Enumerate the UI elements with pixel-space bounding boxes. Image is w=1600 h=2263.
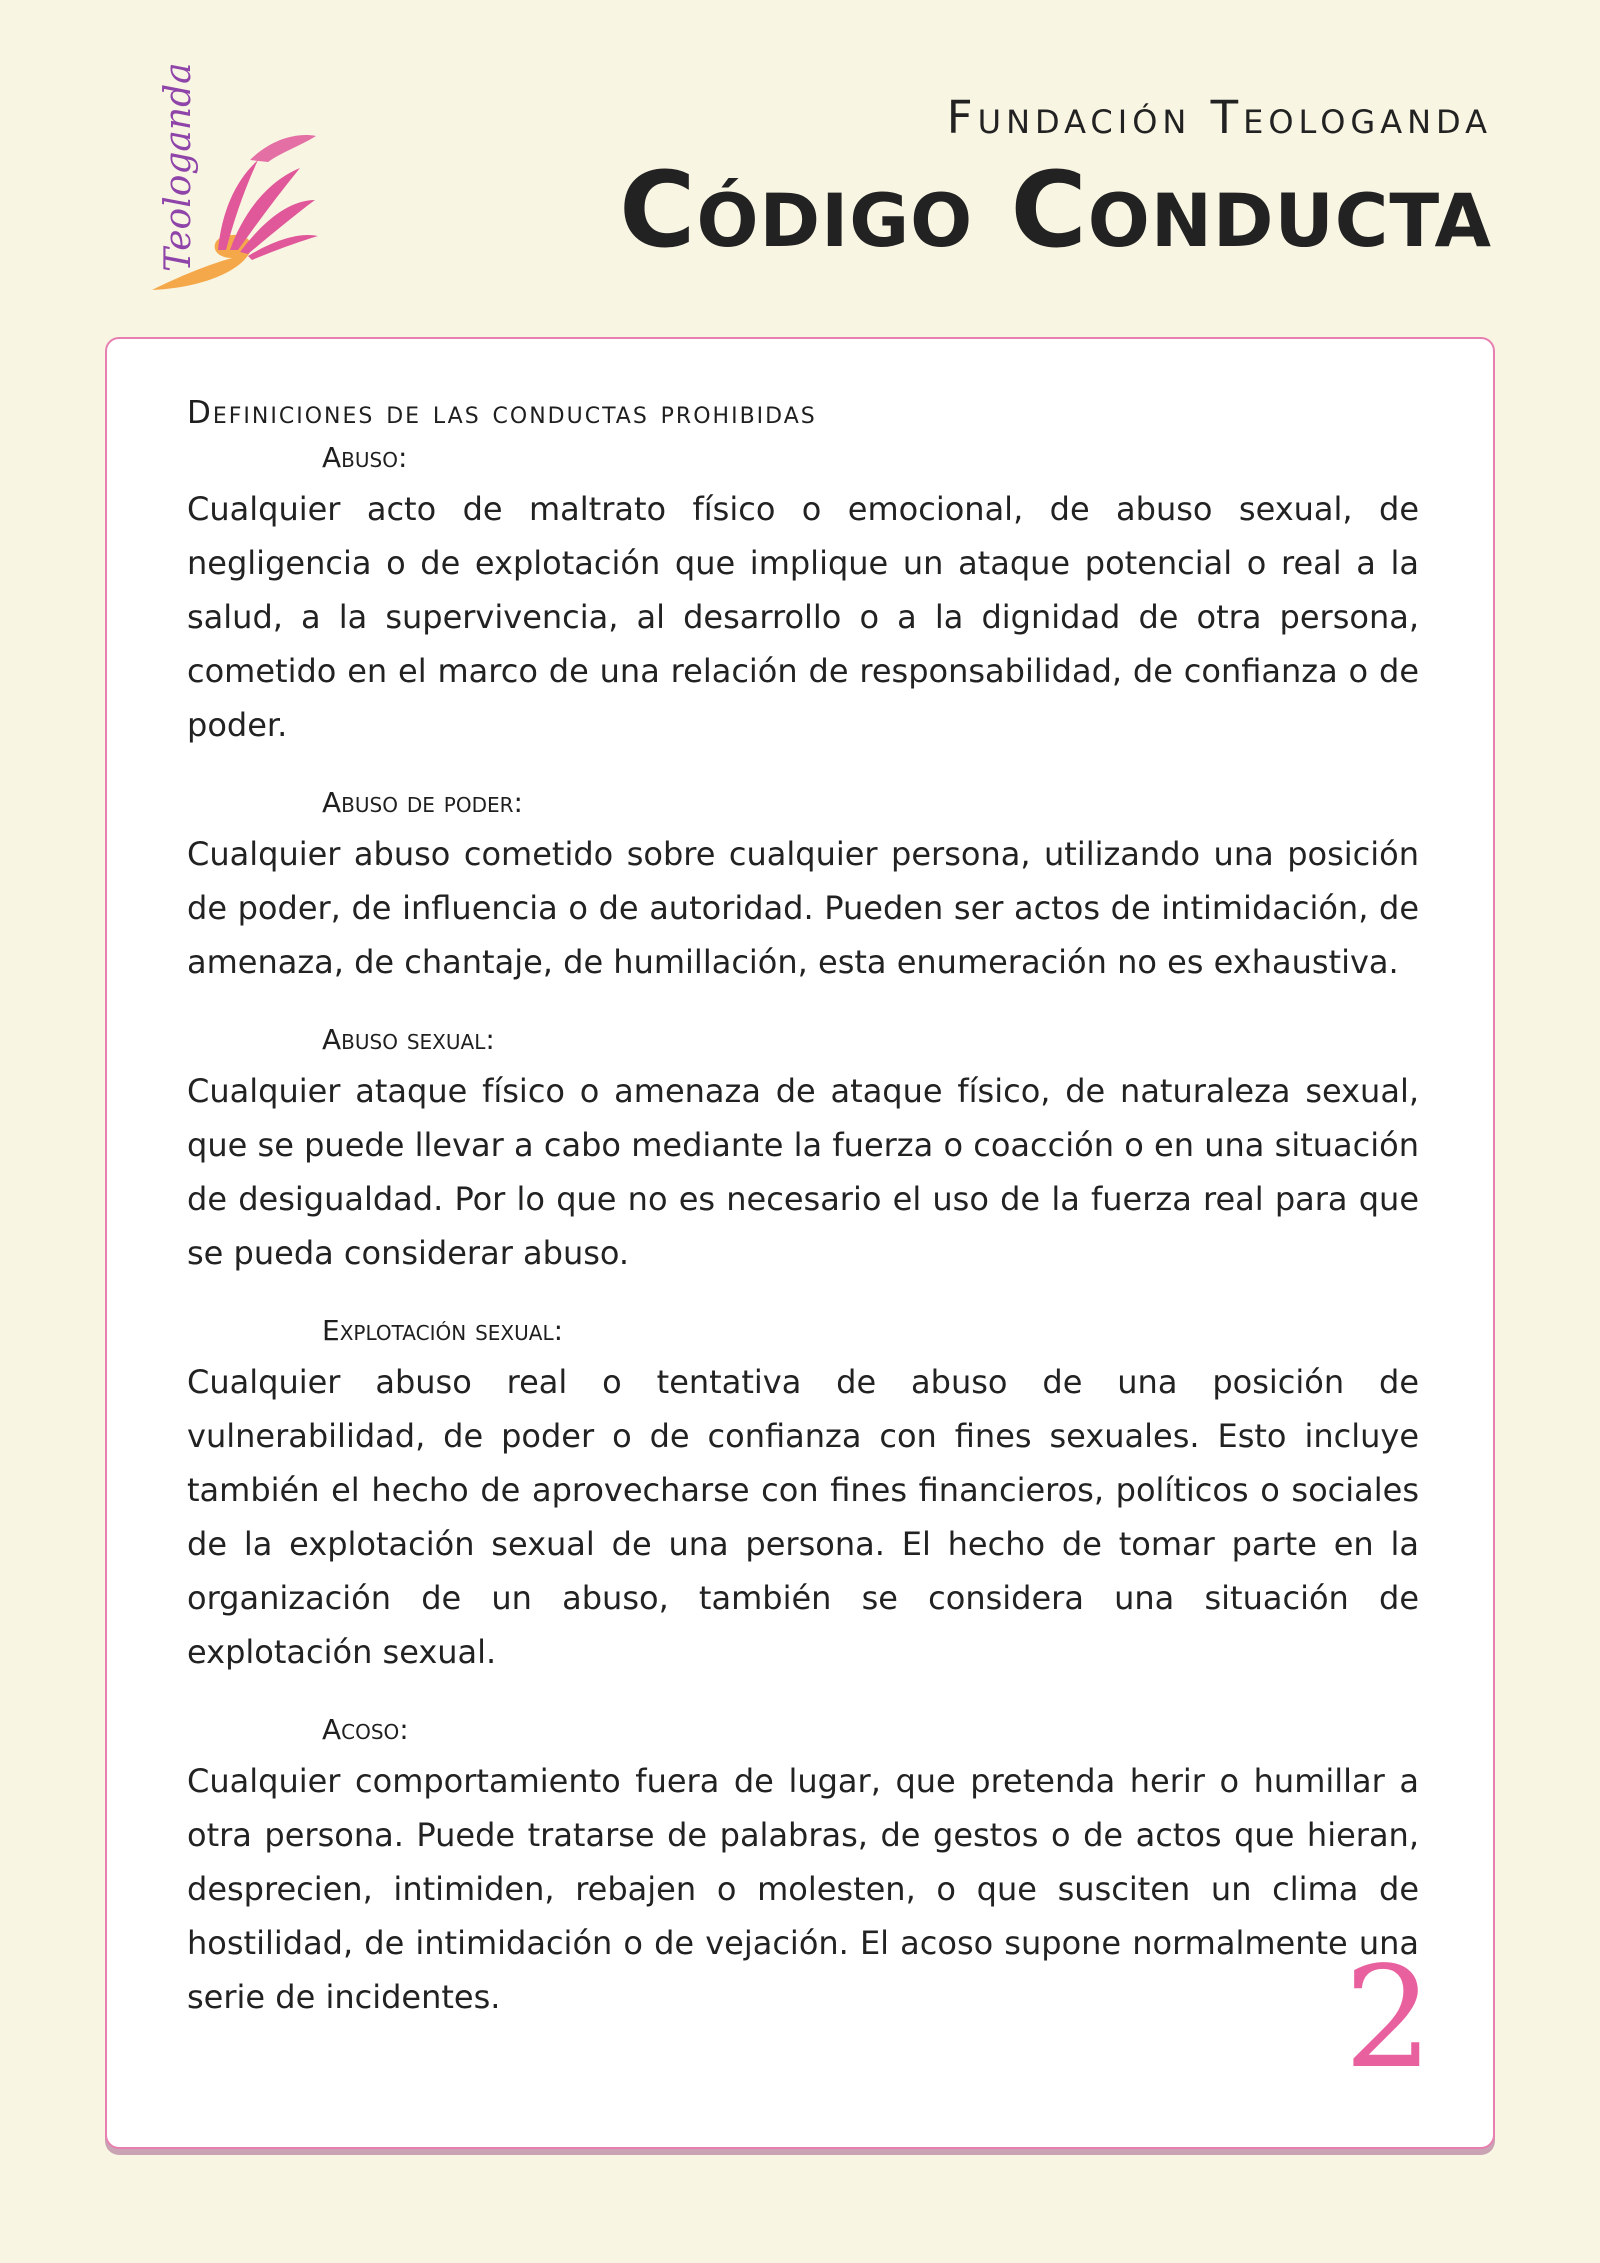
definition-text: Cualquier ataque físico o amenaza de ataque físico, de naturaleza sexual, que se puede llevar a cabo mediante la fuerza o coacción o en una situación de desigualdad. Por lo que no es necesario el uso de la fuerza real para que se pueda considerar abuso.: [187, 1072, 1419, 1272]
content-card: [105, 337, 1495, 2149]
term-label: Abuso de poder:: [322, 786, 523, 819]
foundation-name: Fundación Teologanda: [946, 91, 1492, 144]
section-heading: Definiciones de las conductas prohibidas: [187, 395, 817, 431]
definition-text: Cualquier abuso cometido sobre cualquier persona, utilizando una posición de poder, de influencia o de autoridad. Pueden ser actos de intimidación, de amenaza, de chantaje, de humillación, esta enumeración no es exhaustiva.: [187, 835, 1419, 981]
definition-item-abuso-sexual: [187, 1023, 1419, 1280]
definition-item-abuso: [187, 441, 1419, 752]
logo-petal-shape: [250, 135, 316, 162]
teologanda-logo-icon: [140, 50, 320, 300]
term-label: Explotación sexual:: [322, 1314, 564, 1347]
term-label: Abuso sexual:: [322, 1023, 495, 1056]
definition-text: Cualquier acto de maltrato físico o emocional, de abuso sexual, de negligencia o de explotación que implique un ataque potencial o real a la salud, a la supervivencia, al desarrollo o a la dignidad de otra persona, cometido en el marco de una relación de responsabilidad, de confianza o de poder.: [187, 490, 1419, 744]
definition-text: Cualquier comportamiento fuera de lugar, que pretenda herir o humillar a otra persona. Puede tratarse de palabras, de gestos o de actos que hieran, desprecien, intimiden, rebajen o molesten, o que susciten un clima de hostilidad, de intimidación o de vejación. El acoso supone normalmente una serie de incidentes.: [187, 1762, 1419, 2016]
page-header: [619, 91, 1492, 271]
definition-item-acoso: [187, 1713, 1419, 2024]
definition-text: Cualquier abuso real o tentativa de abuso de una posición de vulnerabilidad, de poder o de confianza con fines sexuales. Esto incluye también el hecho de aprovecharse con fines financieros, políticos o sociales de la explotación sexual de una persona. El hecho de tomar parte en la organización de un abuso, también se considera una situación de explotación sexual.: [187, 1363, 1419, 1671]
term-label: Acoso:: [322, 1713, 409, 1746]
teologanda-logo: [140, 50, 320, 300]
logo-text: Teologanda: [158, 62, 199, 272]
term-label: Abuso:: [322, 441, 408, 474]
definition-item-abuso-de-poder: [187, 786, 1419, 989]
document-title: Código Conducta: [619, 149, 1492, 271]
content-body: [187, 395, 1419, 2058]
page-number: 2: [1343, 1937, 1433, 2100]
definition-item-explotacion-sexual: [187, 1314, 1419, 1679]
